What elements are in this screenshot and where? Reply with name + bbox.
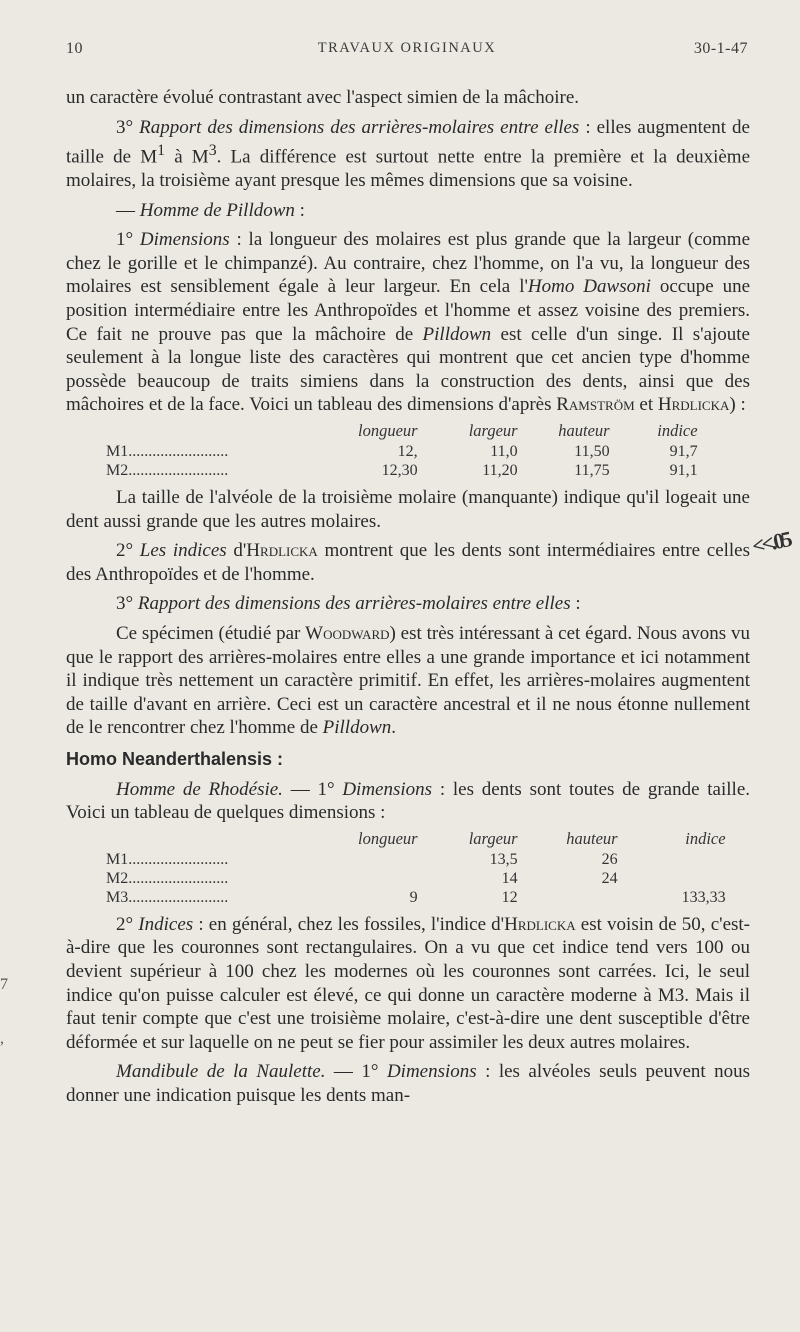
dimensions-table-rhodesie (106, 829, 726, 907)
col-largeur: largeur (468, 828, 518, 848)
running-title: TRAVAUX ORIGINAUX (317, 40, 497, 56)
paragraph-naulette: Mandibule de la Naulette. — 1° Dimensions : les alvéoles seuls peuvent nous donner une indication puisque les dents man- (66, 1061, 751, 1106)
page-number: 10 (66, 40, 83, 57)
margin-mark-1: 7 (0, 976, 8, 993)
table-row: M2......................... 12,30 11,20 11,75 91,1 (106, 462, 698, 480)
paragraph-rapport: 3° Rapport des dimensions des arrières-molaires entre elles : (116, 593, 581, 615)
paragraph-indices-fossiles: 2° Indices : en général, chez les fossiles, l'indice d'Hrdlicka est voisin de 50, c'est-à-dire que les couronnes sont rectangulaires. On a vu que cet indice tend vers 100 ou devient supérieur à 100 chez les modernes où les couronnes sont carrées. Ici, le seul indice qu'on puisse calculer est élevé, ce qui donne un caractère moderne à M3. Mais il faut tenir compte que c'est une troisième molaire, c'est-à-dire une dent susceptible d'être déformée et sur laquelle on ne peut se fier pour assimiler les deux autres molaires. (66, 913, 750, 1053)
paragraph-rhodesie: Homme de Rhodésie. — 1° Dimensions : les dents sont toutes de grande taille. Voici un tableau de quelques dimensions : (66, 778, 751, 824)
col-largeur: largeur (468, 421, 518, 441)
dimensions-table-pilldown (106, 421, 698, 480)
paragraph-indices: 2° Les indices d'Hrdlicka montrent que les dents sont intermédiaires entre celles des Anthropoïdes et de l'homme. (66, 540, 751, 585)
table-row: M1......................... 12, 11,0 11,50 91,7 (106, 443, 698, 461)
page-body (66, 86, 750, 1108)
table-row: M1......................... 13,5 26 (106, 850, 618, 868)
section-pilldown: — Homme de Pilldown : (116, 199, 305, 221)
col-longueur: longueur (358, 828, 418, 848)
issue-date: 30-1-47 (693, 40, 748, 57)
paragraph-1: un caractère évolué contrastant avec l'aspect simien de la mâchoire. (66, 87, 579, 108)
ink-stamp: <<.05 (749, 526, 792, 559)
margin-mark-2: , (0, 1030, 4, 1047)
col-indice: indice (685, 828, 726, 848)
table-header-row (106, 421, 698, 442)
paragraph-dimensions-pilldown: 1° Dimensions : la longueur des molaires est plus grande que la largeur (comme chez le gorille et le chimpanzé). Au contraire, chez l'homme, on l'a vu, la longueur des molaires est sensiblement égale à leur largeur. En cela l'Homo Dawsoni occupe une position intermédiaire entre les Anthropoïdes et l'homme et assez voisine des premiers. Ce fait ne prouve pas que la mâchoire de Pilldown est celle d'un singe. Il s'ajoute seulement à la longue liste des caractères qui montrent que cet ancien type d'homme possède beaucoup de traits simiens dans la construction des dents, ainsi que des mâchoires et de la face. Voici un tableau des dimensions d'après Ramström et Hrdlicka) : (66, 229, 751, 416)
table-row: M3......................... 9 12 133,33 (106, 888, 726, 906)
col-indice: indice (657, 421, 698, 441)
col-longueur: longueur (358, 421, 418, 441)
section-heading-neanderthalensis: Homo Neanderthalensis : (66, 748, 284, 769)
paragraph-2: 3° Rapport des dimensions des arrières-molaires entre elles : elles augmentent de taille de $M^1$ à $M^3$. La différence est surtout nette entre la première et la deuxième molaires, la troisième ayant presque les mêmes dimensions que sa voisine. (66, 116, 751, 192)
paragraph-alveole: La taille de l'alvéole de la troisième molaire (manquante) indique qu'il logeait une dent aussi grande que les autres molaires. (66, 487, 750, 532)
col-hauteur: hauteur (566, 828, 618, 848)
running-header (66, 40, 748, 64)
table-header-row (106, 829, 726, 850)
paragraph-specimen: Ce spécimen (étudié par Woodward) est très intéressant à cet égard. Nous avons vu que le rapport des arrières-molaires entre elles a une grande importance et ici notamment il indique très nettement un caractère primitif. En effet, les arrières-molaires augmentent de taille d'avant en arrière. Ceci est un caractère ancestral et il ne nous étonne nullement de le rencontrer chez l'homme de Pilldown. (66, 623, 750, 739)
table-row: M2......................... 14 24 (106, 869, 618, 887)
col-hauteur: hauteur (558, 421, 610, 441)
